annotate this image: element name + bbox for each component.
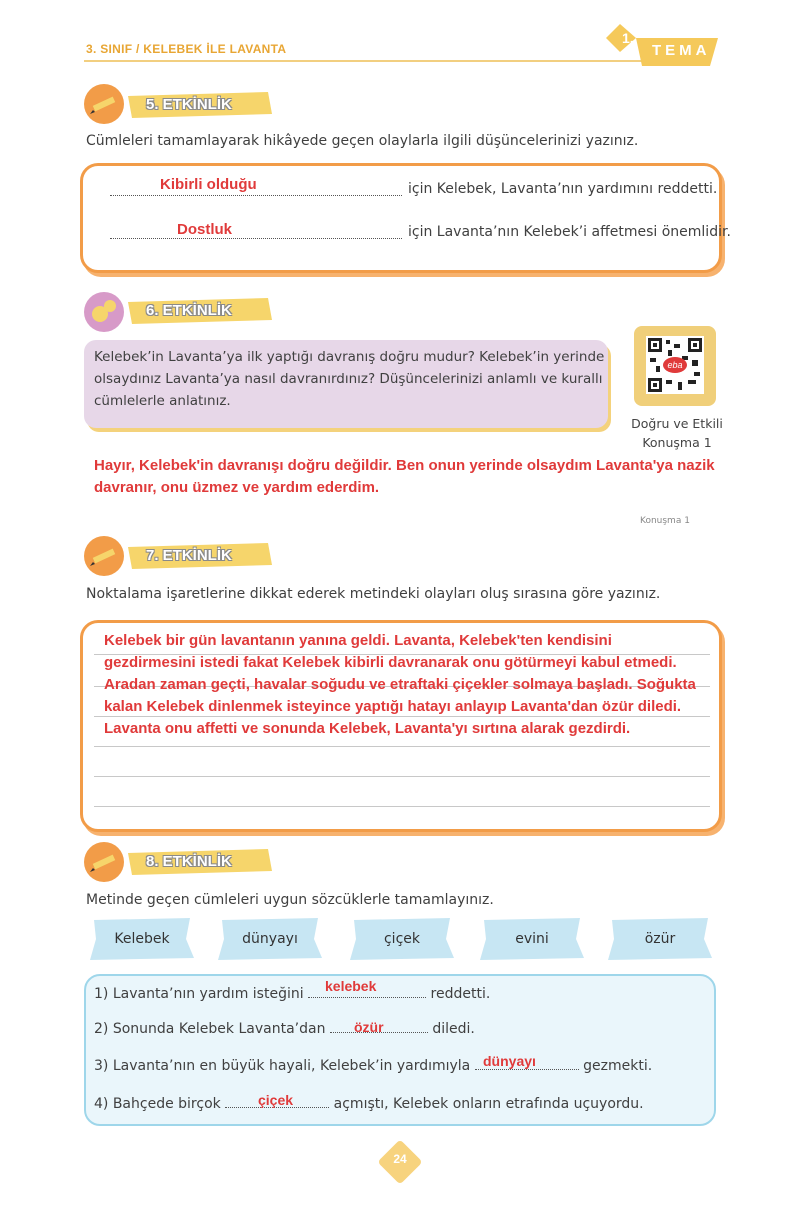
activity8-answer-3: dünyayı [483,1053,536,1069]
ruled-line [94,746,710,747]
word-card: dünyayı [242,931,298,947]
activity7-title: 7. ETKİNLİK [146,547,232,564]
activity5-sentence-1: için Kelebek, Lavanta’nın yardımını reddetti. [408,181,718,197]
activity5-answer-2: Dostluk [177,221,233,238]
tema-label: TEMA [652,42,711,59]
activity8-title: 8. ETKİNLİK [146,853,232,870]
qr-label: Doğru ve Etkili Konuşma 1 [631,416,723,450]
speech-bubbles-icon [84,292,124,332]
activity8-answer-4: çiçek [258,1092,294,1108]
activity8-instruction: Metinde geçen cümleleri uygun sözcüklerle tamamlayınız. [86,892,494,908]
word-card: özür [644,931,676,947]
activity5-instruction: Cümleleri tamamlayarak hikâyede geçen olaylarla ilgili düşüncelerinizi yazınız. [86,133,639,149]
word-card: Kelebek [114,931,170,947]
activity8-answer-1: kelebek [325,978,377,994]
activity5-title: 5. ETKİNLİK [146,96,232,113]
fill-sentence-4: 4) Bahçede birçok açmıştı, Kelebek onların etrafında uçuyordu. [94,1096,644,1112]
svg-text:eba: eba [667,360,683,370]
qr-code-icon[interactable] [646,336,704,394]
activity6-title: 6. ETKİNLİK [146,302,232,319]
fill-line [110,195,402,196]
fill-sentence-2: 2) Sonunda Kelebek Lavanta’dan diledi. [94,1021,475,1037]
ruled-line [94,776,710,777]
fill-line [110,238,402,239]
activity7-instruction: Noktalama işaretlerine dikkat ederek metindeki olayları oluş sırasına göre yazınız. [86,586,661,602]
word-card: evini [515,931,549,947]
tema-number: 1. [622,30,634,46]
pencil-icon [84,84,124,124]
pencil-icon [84,842,124,882]
activity6-answer: Hayır, Kelebek'in davranışı doğru değildir. Ben onun yerinde olsaydım Lavanta'ya nazik davranır, onu üzmez ve yardım ederdim. [94,457,715,496]
word-card: çiçek [383,931,420,947]
fill-sentence-1: 1) Lavanta’nın yardım isteğini reddetti. [94,986,491,1002]
activity8-answer-2: özür [354,1019,384,1035]
fill-sentence-3: 3) Lavanta’nın en büyük hayali, Kelebek’in yardımıyla gezmekti. [94,1058,653,1074]
activity5-sentence-2: için Lavanta’nın Kelebek’i affetmesi önemlidir. [408,224,731,240]
faded-text: Konuşma 1 [640,516,690,526]
pencil-icon [84,536,124,576]
activity6-question: Kelebek’in Lavanta’ya ilk yaptığı davranış doğru mudur? Kelebek’in yerinde olsaydınız Lavanta’ya nasıl davranırdınız? Düşüncelerinizi anlamlı ve kurallı cümlelerle anlatınız. [94,349,605,409]
header-divider [84,60,644,62]
activity5-answer-1: Kibirli olduğu [160,176,257,193]
breadcrumb: 3. SINIF / KELEBEK İLE LAVANTA [86,42,287,56]
page-number: 24 [393,1152,407,1166]
ruled-line [94,806,710,807]
activity7-answer: Kelebek bir gün lavantanın yanına geldi. Lavanta, Kelebek'ten kendisini gezdirmesini istedi fakat Kelebek kibirli davranarak onu götürmeyi kabul etmedi. Aradan zaman geçti, havalar soğudu ve etraftaki çiçekler solmaya başladı. Soğukta kalan Kelebek dinlenmek isteyince yaptığı hatayı anlayıp Lavanta'dan özür diledi. Lavanta onu affetti ve sonunda Kelebek, Lavanta'yı sırtına alarak gezdirdi. [104,632,696,737]
